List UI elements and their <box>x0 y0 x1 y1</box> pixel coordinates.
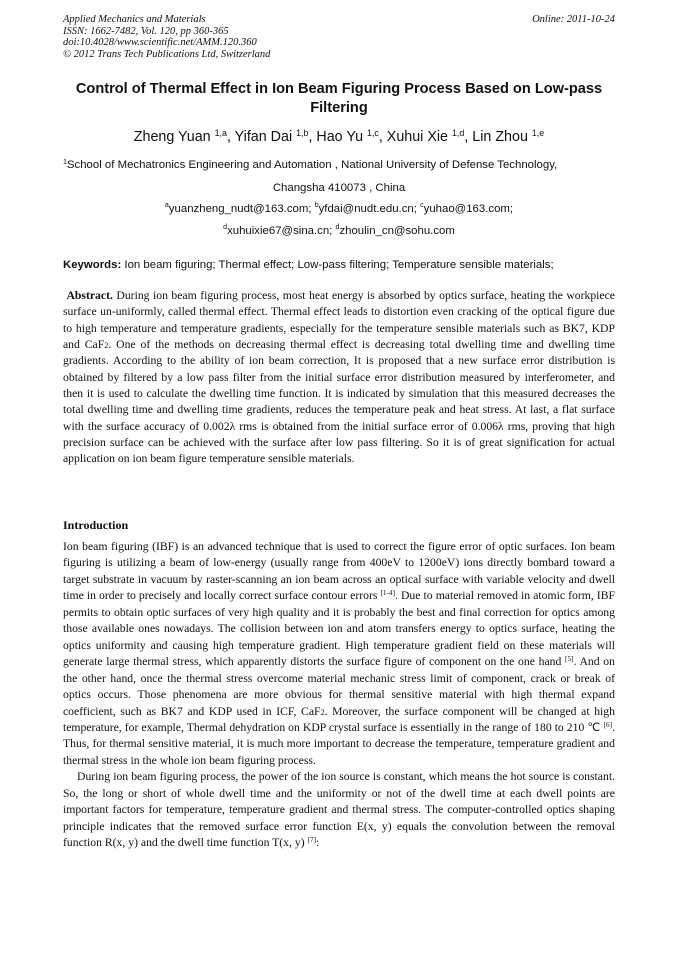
abstract-label: Abstract. <box>66 289 113 302</box>
abstract-text: . One of the methods on decreasing thermal effect is decreasing total dwelling time and dwelling time gradients. According to the ability of ion beam correction, It is proposed that a new surface error distribution is obtained by filtered by a low pass filter from the initial surface error distribution measured by interferometer, and then it is used to calculate the dwelling time function. It is indicated by simulation that this measured decreases the total dwelling time and dwelling time gradients, reduces the temperature peak and heat stress. At last, a flat surface with the surface accuracy of 0.002λ rms is obtained from the initial surface error of 0.006λ rms, proving that high precision surface can be achieved with the surface after low pass filtering. So it is of great signification for actual application on ion beam figure temperature sensible materials. <box>63 338 615 466</box>
keywords-text: Ion beam figuring; Thermal effect; Low-pass filtering; Temperature sensible materials; <box>124 259 554 271</box>
affiliation-line-1: School of Mechatronics Engineering and Automation , National University of Defense Technology, <box>66 159 558 171</box>
affiliation-sup: 1 <box>63 158 67 166</box>
email-sup: d <box>223 223 228 231</box>
paragraph <box>63 539 615 769</box>
paragraph <box>63 769 615 851</box>
citation[interactable]: [6] <box>603 720 613 729</box>
email-address[interactable]: zhoulin_cn@sohu.com <box>339 225 455 237</box>
author-name: Lin Zhou <box>472 129 528 145</box>
author-affil-sup: 1,d <box>451 128 465 139</box>
online-date: Online: 2011-10-24 <box>532 14 615 25</box>
paragraph-text: . Thus, for thermal sensitive material, it is much more important to decrease the temperature, temperature gradient and thermal stress in the whole ion beam figuring process. <box>63 720 615 767</box>
paragraph-text: Ion beam figuring (IBF) is an advanced technique that is used to correct the figure error of optic surfaces. Ion beam figuring is utilizing a beam of low-energy (usually range from 400eV to 1200eV) ions directly bombard toward a target substrate in vacuum by raster-scanning an ion beam across an optical surface with variable velocity and dwell time in order to precisely and locally correct surface contour errors <box>63 540 615 603</box>
email-sup: c <box>420 201 424 209</box>
section-heading-introduction: Introduction <box>63 518 129 532</box>
citation[interactable]: [1-4] <box>380 589 395 598</box>
email-sup: a <box>164 201 169 209</box>
paragraph-text: . Moreover, the surface component will be changed at high temperature, for example, Thermal dehydration on KDP crystal surface is essentially in the range of 180 to 210 ℃ <box>63 704 615 734</box>
abstract <box>63 288 615 468</box>
author-list: Zheng Yuan $^{1,a}$, Yifan Dai $^{1,b}$, Hao Yu $^{1,c}$, Xuhui Xie $^{1,d}$, Lin Zhou $^{1,e}$ <box>133 128 545 145</box>
issn-line: ISSN: 1662-7482, Vol. 120, pp 360-365 <box>63 25 229 37</box>
subscript: 2 <box>104 341 109 351</box>
copyright-line: © 2012 Trans Tech Publications Ltd, Switzerland <box>63 48 271 60</box>
email-sup: b <box>314 201 319 209</box>
citation[interactable]: [7] <box>307 835 316 844</box>
author-affil-sup: 1,b <box>296 128 309 139</box>
author-name: Zheng Yuan <box>133 129 211 145</box>
email-address[interactable]: yfdai@nudt.edu.cn; <box>318 203 417 215</box>
doi-line: doi:10.4028/www.scientific.net/AMM.120.360 <box>63 37 257 48</box>
introduction-body <box>63 539 615 852</box>
email-address[interactable]: yuanzheng_nudt@163.com; <box>168 203 312 215</box>
email-sup: d <box>335 223 340 231</box>
subscript: 2 <box>320 707 325 717</box>
keywords-label: Keywords: <box>63 259 122 271</box>
affiliation <box>63 154 615 200</box>
paragraph-text: . Due to material removed in atomic form, IBF permits to obtain optic surfaces of very high quality and it is probably the best and final correction for optics among those available ones nowadays. The collision between ion and atom transfers energy to optics surface, heating the optics uniformity and causing high temperature gradient. High temperature gradient field on these materials will generate large thermal stress, which apparently distorts the surface figure of component on the one hand <box>63 589 615 669</box>
author-affil-sup: 1,e <box>531 128 545 139</box>
author-affil-sup: 1,a <box>214 128 227 139</box>
author-name: Hao Yu <box>316 129 364 145</box>
author-name: Yifan Dai <box>234 129 293 145</box>
email-list <box>63 198 615 242</box>
paragraph-text: During ion beam figuring process, the power of the ion source is constant, which means the hot source is constant. So, the long or short of whole dwell time and the uniformity or not of the dwell time at each dwell points are important factors for temperature, temperature gradient and thermal stress. The computer-controlled optics shaping principle indicates that the removed surface error function E(x, y) equals the convolution between the removal function R(x, y) and the dwell time function T(x, y) <box>63 770 615 850</box>
author-name: Xuhui Xie <box>386 129 448 145</box>
abstract-text: During ion beam figuring process, most heat energy is absorbed by optics surface, heating the workpiece surface un-uniformly, called thermal effect. Thermal effect leads to distortion even cracking of the optical figure due to high temperature and temperature gradients, especially for the temperature sensible materials such as BK7, KDP and CaF <box>63 289 615 352</box>
email-address[interactable]: yuhao@163.com; <box>423 203 514 215</box>
affiliation-line-2: Changsha 410073 , China <box>272 182 406 194</box>
citation[interactable]: [5] <box>565 654 574 663</box>
email-address[interactable]: xuhuixie67@sina.cn; <box>227 225 333 237</box>
paragraph-text: . And on the other hand, once the thermal stress overcome material mechanic stress limit of component, crack or break of optics occurs. Those phenomena are more obvious for thermal sensitive material with high thermal expand coefficient, such as BK7 and KDP used in ICF, CaF <box>63 655 615 718</box>
publication-header <box>63 14 615 60</box>
paper-title: Control of Thermal Effect in Ion Beam Figuring Process Based on Low-pass Filtering <box>75 81 603 116</box>
journal-name: Applied Mechanics and Materials <box>63 14 206 25</box>
keywords <box>63 258 615 273</box>
author-affil-sup: 1,c <box>367 128 379 139</box>
paragraph-text: : <box>316 836 320 850</box>
